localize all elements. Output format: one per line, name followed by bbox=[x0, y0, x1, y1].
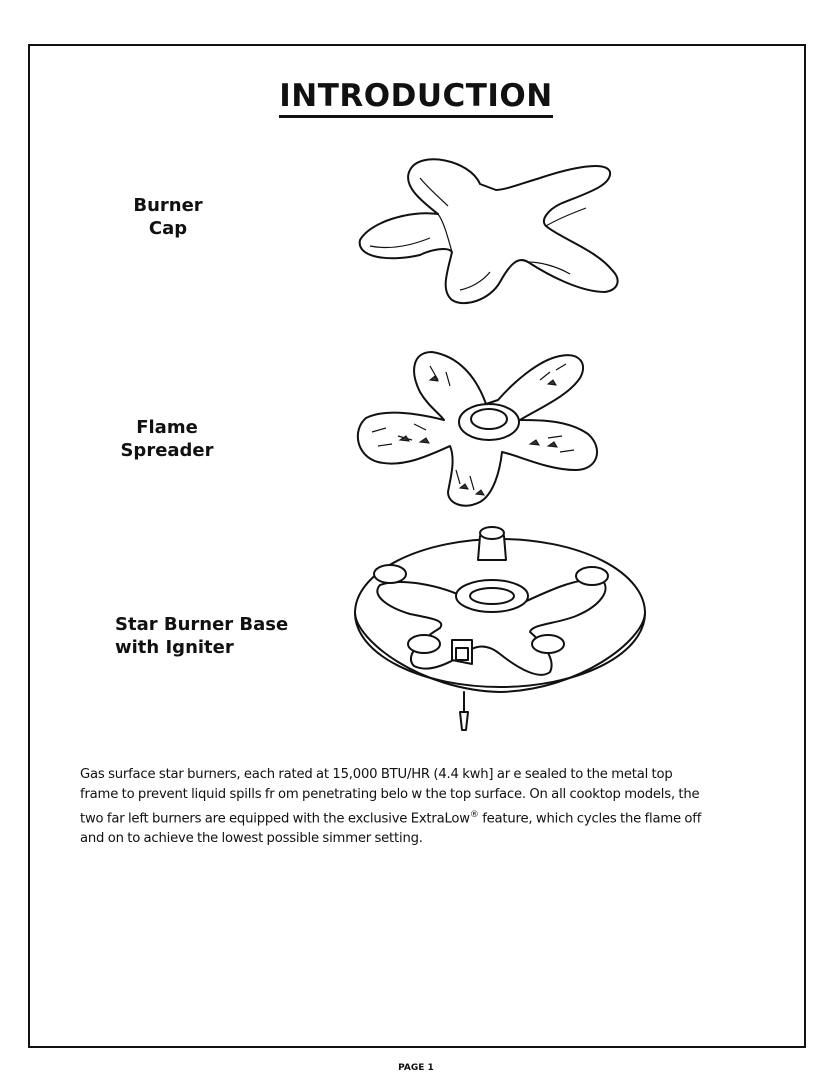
description-paragraph: Gas surface star burners, each rated at 15,000 BTU/HR (4.4 kwh] ar e sealed to the metal top frame to prevent liquid spills fr om penetrating belo w the top surface. On all cooktop models, the two far left burners are equipped with the exclusive ExtraLow® feature, which cycles the flame off and on to achieve the lowest possible simmer setting. bbox=[80, 767, 702, 847]
description-line-4: and on to achieve the lowest possible simmer setting. bbox=[80, 831, 423, 847]
label-burner-cap-line2: Cap bbox=[148, 218, 188, 239]
flame-spreader-drawing bbox=[358, 352, 597, 506]
label-burner-cap-line1: Burner bbox=[133, 195, 203, 216]
star-burner-base-drawing bbox=[355, 527, 645, 730]
label-flame-spreader-line2: Spreader bbox=[120, 440, 214, 461]
page-number: PAGE 1 bbox=[398, 1063, 434, 1073]
description-line-3b: ® bbox=[469, 810, 479, 820]
description-line-2: frame to prevent liquid spills fr om penetrating belo w the top surface. On all cooktop models, the bbox=[80, 787, 700, 802]
description-line-1: Gas surface star burners, each rated at 15,000 BTU/HR (4.4 kwh] ar e sealed to the metal top bbox=[80, 767, 673, 782]
description-line-3a: two far left burners are equipped with the exclusive ExtraLow bbox=[80, 811, 470, 827]
label-star-burner-base-line1: Star Burner Base bbox=[115, 614, 289, 635]
label-star-burner-base-line2: with Igniter bbox=[115, 637, 234, 658]
page-title: INTRODUCTION bbox=[0, 78, 832, 114]
label-flame-spreader-line1: Flame bbox=[136, 417, 198, 438]
burner-cap-drawing bbox=[360, 159, 618, 303]
